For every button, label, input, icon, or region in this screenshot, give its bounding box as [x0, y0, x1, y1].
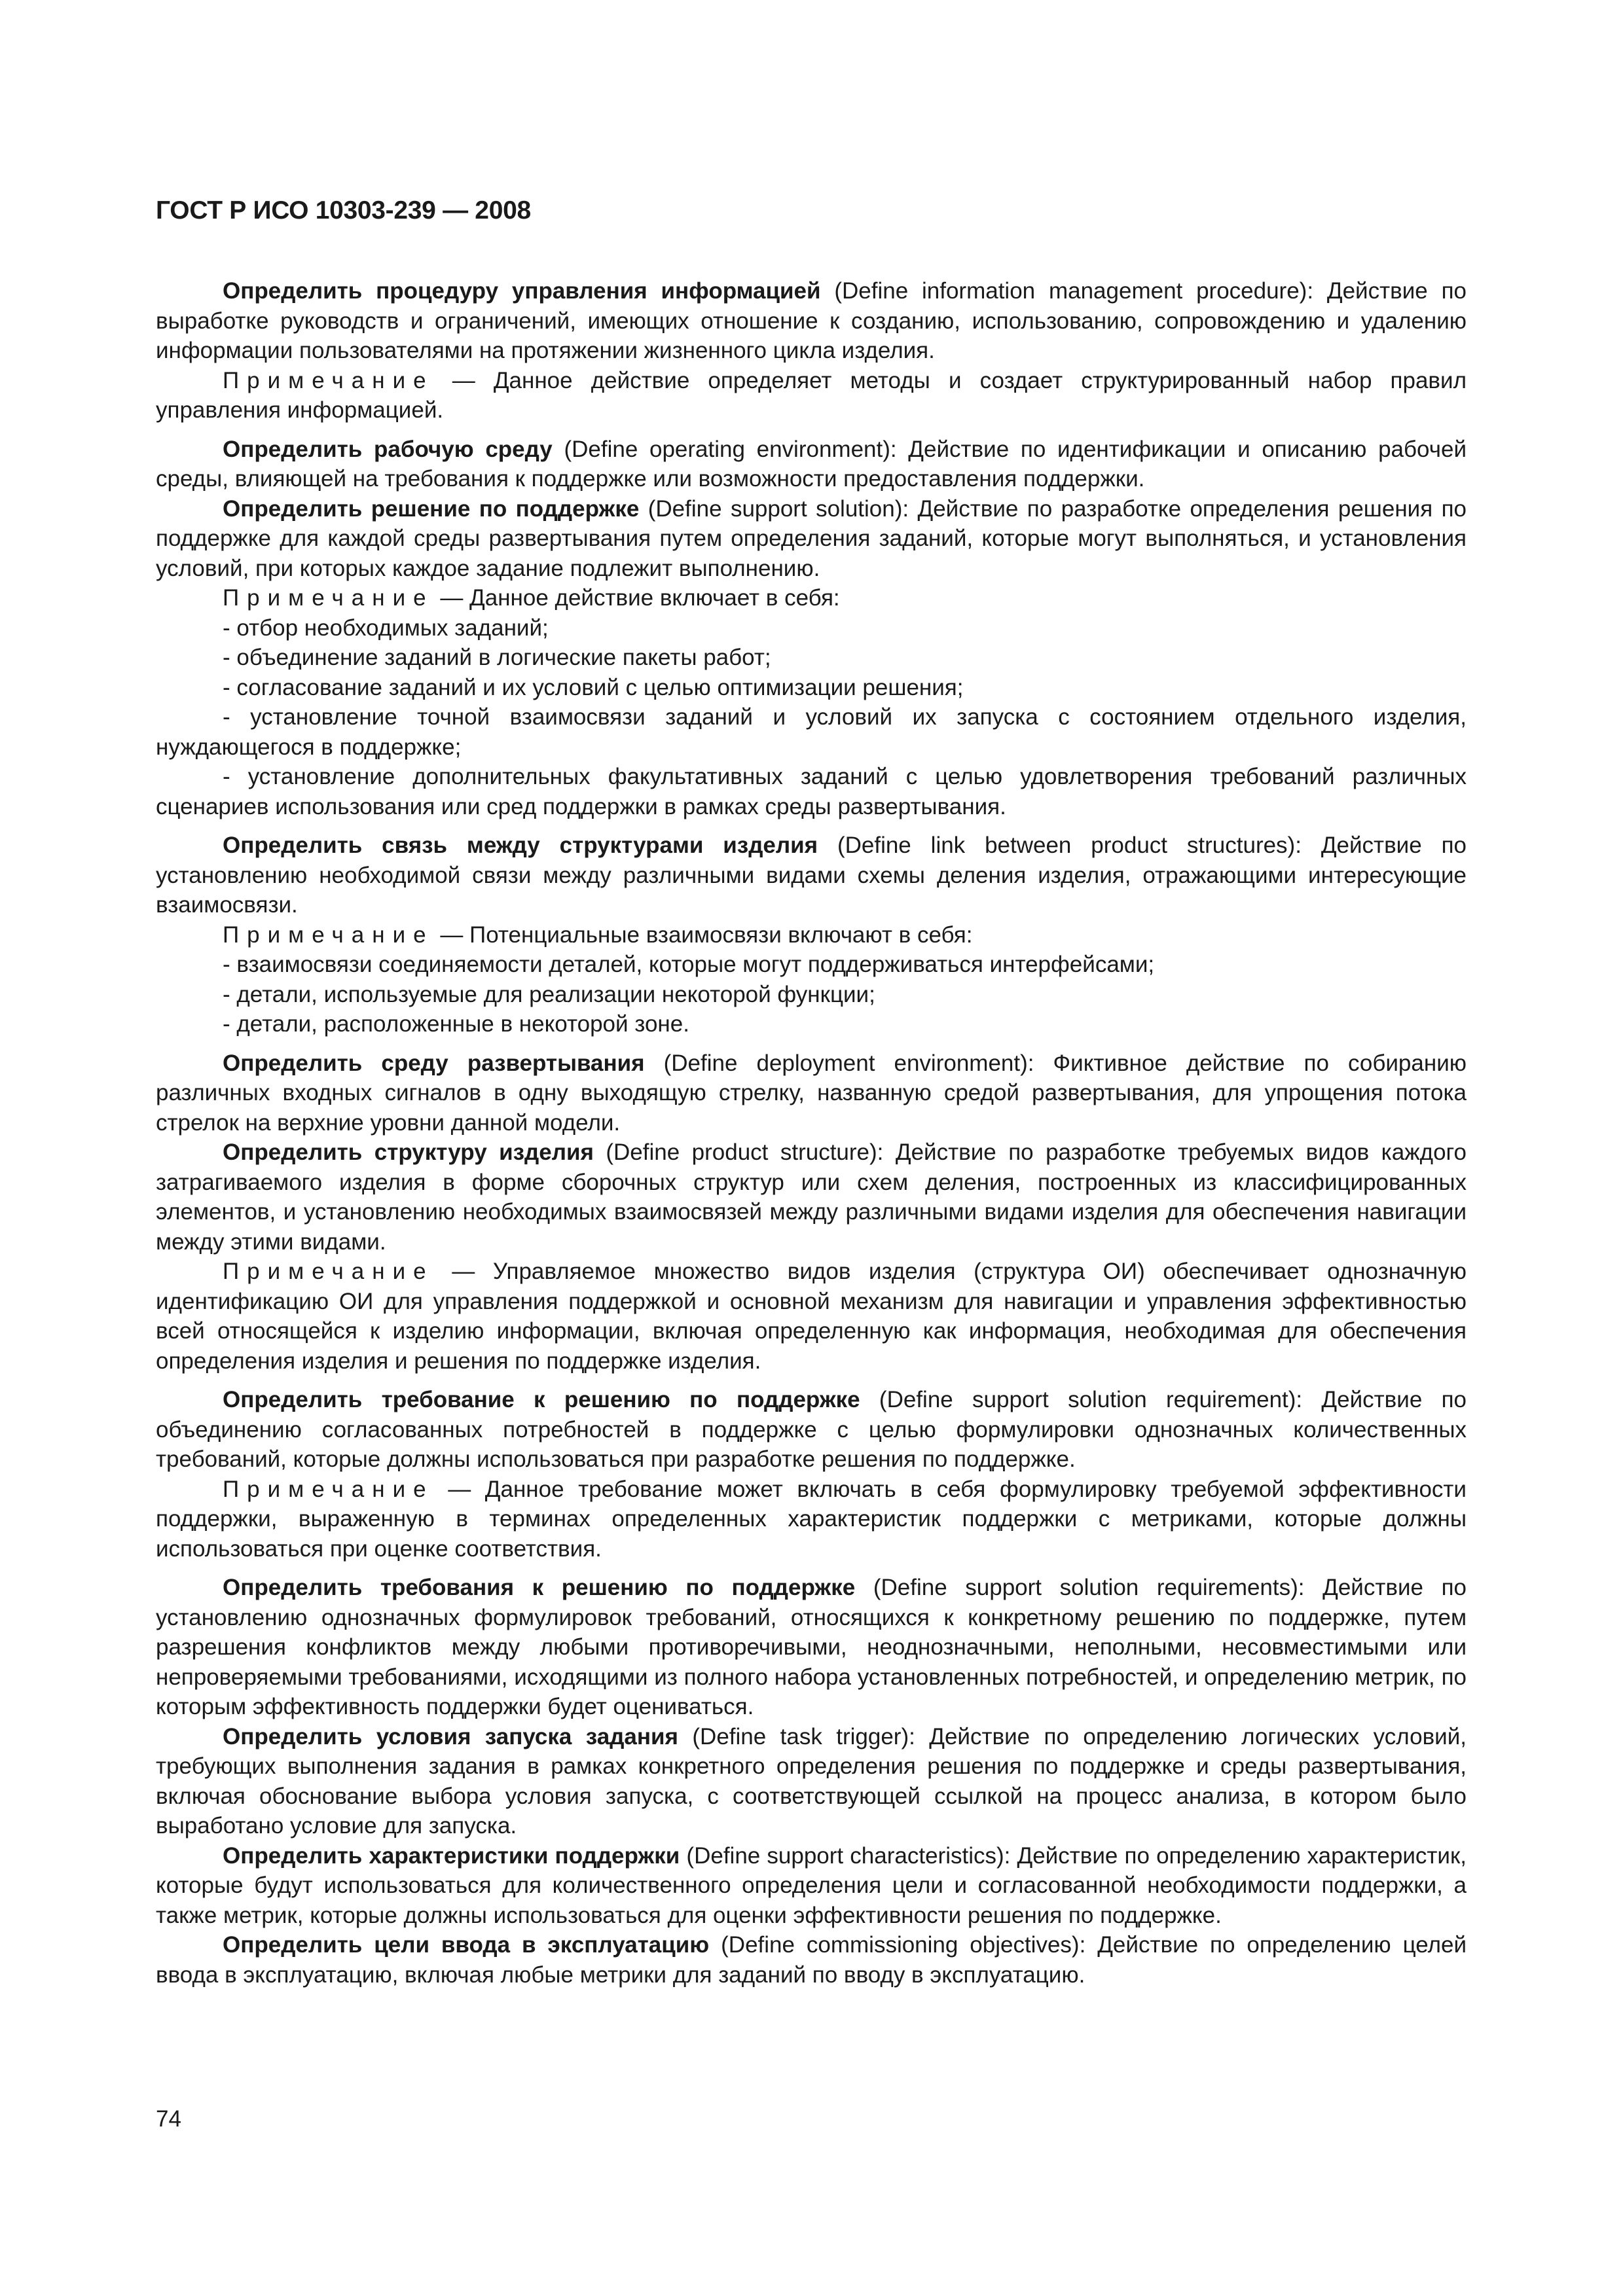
note-list-item: - установление дополнительных факультативных заданий с целью удовлетворения требований различных сценариев использования или сред поддержки в рамках среды развертывания. — [156, 764, 1467, 819]
definition-paragraph — [156, 1722, 1467, 1841]
note-list-item: - отбор необходимых заданий; — [223, 615, 549, 641]
definition-term: Определить связь между структурами изделия — [223, 833, 818, 858]
definition-term: Определить требование к решению по поддержке — [223, 1387, 860, 1412]
note-list-item: - объединение заданий в логические пакеты работ; — [223, 645, 771, 670]
note-paragraph — [156, 366, 1467, 425]
definition-text: (Define operating environment): Действие по идентификации и описанию рабочей среды, влияющей на требования к поддержке или возможности предоставления поддержки. — [156, 436, 1467, 492]
note-list-item: - согласование заданий и их условий с целью оптимизации решения; — [223, 674, 964, 700]
definition-term: Определить процедуру управления информацией — [223, 278, 821, 304]
definition-text: (Define task trigger): Действие по определению логических условий, требующих выполнения задания в рамках конкретного определения решения по поддержке и среды развертывания, включая обоснование выбора условия запуска, с соответствующей ссылкой на процесс анализа, в котором было выработано условие для запуска. — [156, 1723, 1467, 1839]
definition-text: (Define support solution requirement): Действие по объединению согласованных потребностей в поддержке с целью формулировки однозначных количественных требований, которые должны использоваться при разработке решения по поддержке. — [156, 1387, 1467, 1472]
note-text: — Потенциальные взаимосвязи включают в себя: — [433, 922, 973, 948]
definition-text: (Define product structure): Действие по разработке требуемых видов каждого затрагиваемого изделия в форме сборочных структур или схем деления, построенных из классифицированных элементов, и установлению необходимых взаимосвязей между различными видами изделия для обеспечения навигации между этими видами. — [156, 1139, 1467, 1255]
definition-text: (Define support solution): Действие по разработке определения решения по поддержке для каждой среды развертывания путем определения заданий, которые могут выполняться, и установления условий, при которых каждое задание подлежит выполнению. — [156, 495, 1467, 581]
note-label: Примечание — [223, 367, 434, 393]
note-text: — Данное действие определяет методы и создает структурированный набор правил управления информацией. — [156, 367, 1467, 423]
document-body — [156, 276, 1467, 1990]
note-list-item: - взаимосвязи соединяемости деталей, которые могут поддерживаться интерфейсами; — [223, 952, 1155, 977]
note-text: — Данное действие включает в себя: — [433, 585, 840, 611]
definition-text: (Define commissioning objectives): Действие по определению целей ввода в эксплуатацию, включая любые метрики для заданий по вводу в эксплуатацию. — [156, 1932, 1467, 1988]
definition-text: (Define link between product structures): Действие по установлению необходимой связи между различными видами схемы деления изделия, отражающими интересующие взаимосвязи. — [156, 833, 1467, 918]
definition-term: Определить среду развертывания — [223, 1050, 645, 1076]
definition-text: (Define support solution requirements): Действие по установлению однозначных формулировок требований, относящихся к конкретному решению по поддержке, путем разрешения конфликтов между любыми противоречивыми, неоднозначными, неполными, несовместимыми или непроверяемыми требованиями, исходящими из полного набора установленных потребностей, и определению метрик, по которым эффективность поддержки будет оцениваться. — [156, 1575, 1467, 1719]
note-label: Примечание — [223, 1259, 434, 1284]
definition-term: Определить цели ввода в эксплуатацию — [223, 1932, 710, 1958]
note-list-item: - детали, используемые для реализации некоторой функции; — [223, 981, 875, 1007]
note-text: — Данное требование может включать в себя формулировку требуемой эффективности поддержки, выраженную в терминах определенных характеристик поддержки с метриками, которые должны использоваться при оценке соответствия. — [156, 1476, 1467, 1562]
definition-paragraph — [156, 435, 1467, 494]
note-list-item: - детали, расположенные в некоторой зоне. — [223, 1011, 689, 1037]
note-label: Примечание — [223, 585, 434, 611]
note-paragraph — [156, 1475, 1467, 1564]
definition-term: Определить решение по поддержке — [223, 495, 640, 522]
definition-term: Определить рабочую среду — [223, 436, 553, 462]
document-header: ГОСТ Р ИСО 10303-239 — 2008 — [156, 196, 531, 224]
note-list-item: - установление точной взаимосвязи заданий и условий их запуска с состоянием отдельного изделия, нуждающегося в поддержке; — [156, 704, 1467, 760]
note-label: Примечание — [223, 1476, 434, 1502]
definition-term: Определить требования к решению по поддержке — [223, 1575, 856, 1600]
definition-paragraph — [156, 276, 1467, 366]
note-paragraph — [156, 583, 1467, 613]
page-number: 74 — [156, 2106, 181, 2132]
definition-term: Определить условия запуска задания — [223, 1723, 678, 1749]
definition-paragraph — [156, 1385, 1467, 1475]
definition-text: (Define support characteristics): Действие по определению характеристик, которые будут использоваться для количественного определения цели и согласованной необходимости поддержки, а также метрик, которые должны использоваться для оценки эффективности решения по поддержке. — [156, 1842, 1467, 1928]
definition-paragraph — [156, 1573, 1467, 1722]
definition-paragraph — [156, 1841, 1467, 1931]
definition-term: Определить характеристики поддержки — [223, 1842, 680, 1869]
definition-paragraph — [156, 831, 1467, 920]
definition-paragraph — [156, 1138, 1467, 1257]
definition-paragraph — [156, 1049, 1467, 1138]
note-paragraph — [156, 920, 1467, 950]
definition-paragraph — [156, 494, 1467, 584]
definition-term: Определить структуру изделия — [223, 1139, 594, 1165]
note-paragraph — [156, 1257, 1467, 1376]
definition-paragraph — [156, 1930, 1467, 1990]
definition-text: (Define information management procedure): Действие по выработке руководств и ограничений, имеющих отношение к созданию, использованию, сопровождению и удалению информации пользователями на протяжении жизненного цикла изделия. — [156, 278, 1467, 363]
definition-text: (Define deployment environment): Фиктивное действие по собиранию различных входных сигналов в одну выходящую стрелку, названную средой развертывания, для упрощения потока стрелок на верхние уровни данной модели. — [156, 1050, 1467, 1136]
note-text: — Управляемое множество видов изделия (структура ОИ) обеспечивает однозначную идентификацию ОИ для управления поддержкой и основной механизм для навигации и управления эффективностью всей относящейся к изделию информации, включая определенную как информация, необходимая для обеспечения определения изделия и решения по поддержке изделия. — [156, 1259, 1467, 1374]
note-label: Примечание — [223, 922, 434, 948]
